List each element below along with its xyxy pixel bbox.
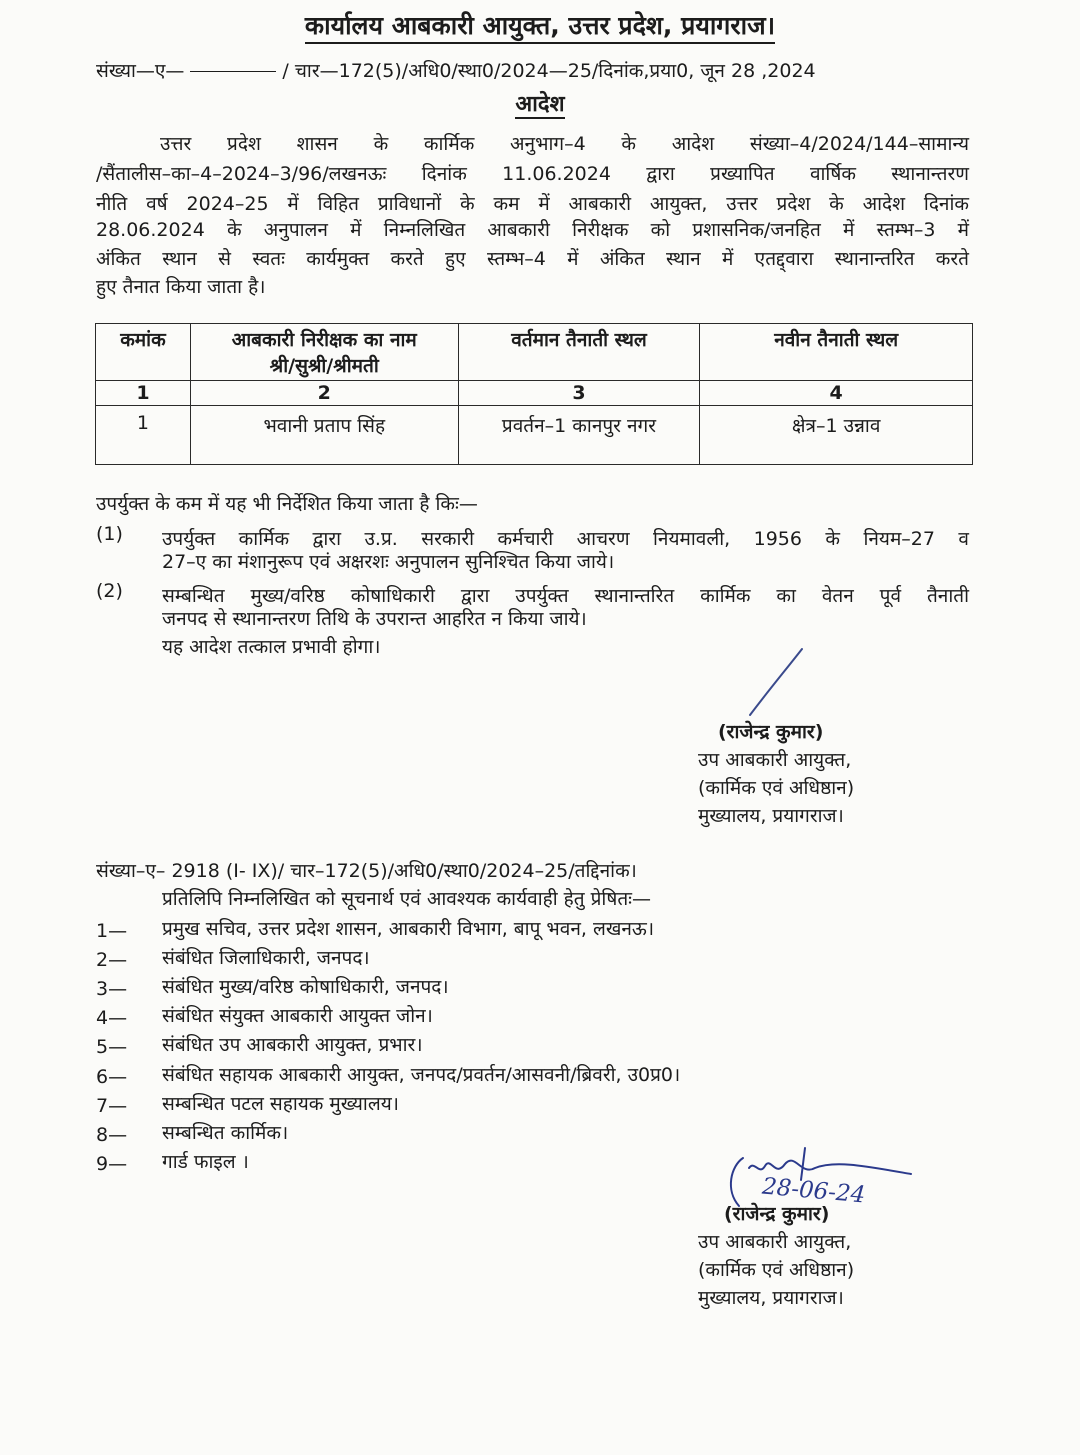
reference-line	[96, 62, 816, 81]
direction-text-line1: उपर्युक्त कार्मिक द्वारा उ.प्र. सरकारी कर्मचारी आचरण नियमावली, 1956 के नियम–27 व	[162, 528, 969, 550]
header-inspector-name	[190, 324, 458, 381]
copy-item-number: 8—	[96, 1124, 128, 1146]
cell-new-posting: क्षेत्र–1 उन्नाव	[700, 406, 973, 465]
header-new-posting: नवीन तैनाती स्थल	[700, 324, 973, 381]
paragraph-line: उत्तर प्रदेश शासन के कार्मिक अनुभाग–4 के आदेश संख्या–4/2024/144–सामान्य	[160, 133, 969, 155]
cell-inspector-name: भवानी प्रताप सिंह	[190, 406, 458, 465]
copy-item-number: 6—	[96, 1066, 128, 1088]
cell-current-posting: प्रवर्तन–1 कानपुर नगर	[458, 406, 700, 465]
copy-item-text: संबंधित सहायक आबकारी आयुक्त, जनपद/प्रवर्तन/आसवनी/ब्रिवरी, उ0प्र0।	[162, 1064, 681, 1086]
paragraph-line: हुए तैनात किया जाता है।	[96, 276, 266, 298]
copy-item-text: संबंधित जिलाधिकारी, जनपद।	[162, 947, 370, 969]
copy-item-number: 3—	[96, 978, 128, 1000]
order-effective-line: यह आदेश तत्काल प्रभावी होगा।	[162, 636, 381, 658]
copy-intro: प्रतिलिपि निम्नलिखित को सूचनार्थ एवं आवश्यक कार्यवाही हेतु प्रेषितः—	[162, 888, 652, 910]
signature-block-2	[698, 1200, 854, 1312]
signatory-office: मुख्यालय, प्रयागराज।	[698, 1287, 844, 1309]
copy-item-number: 7—	[96, 1095, 128, 1117]
column-number: 4	[700, 381, 973, 406]
header-inspector-name-line1: आबकारी निरीक्षक का नाम	[231, 329, 417, 351]
direction-text-line2: 27–ए का मंशानुरूप एवं अक्षरशः अनुपालन सुनिश्चित किया जाये।	[162, 551, 615, 573]
reference-prefix: संख्या—ए—	[96, 60, 185, 82]
paragraph-line: अंकित स्थान से स्वतः कार्यमुक्त करते हुए स्तम्भ–4 में अंकित स्थान में एतद्द्वारा स्थानान्तरित करते	[96, 248, 969, 270]
signatory-designation: उप आबकारी आयुक्त,	[698, 1231, 852, 1253]
column-number: 3	[458, 381, 700, 406]
copy-item-number: 4—	[96, 1007, 128, 1029]
direction-number: (1)	[96, 523, 123, 545]
table-column-number-row	[96, 381, 973, 406]
order-heading-text: आदेश	[515, 92, 565, 117]
signature-stroke	[738, 645, 808, 720]
column-number: 1	[96, 381, 191, 406]
signatory-department: (कार्मिक एवं अधिष्ठान)	[698, 777, 855, 799]
paragraph-line: नीति वर्ष 2024–25 में विहित प्राविधानों के कम में आबकारी आयुक्त, उत्तर प्रदेश के आदेश दिनांक	[96, 193, 969, 215]
signature-block-1	[698, 718, 854, 830]
transfer-table	[95, 323, 973, 465]
paragraph-line: 28.06.2024 के अनुपालन में निम्नलिखित आबकारी निरीक्षक को प्रशासनिक/जनहित में स्तम्भ–3 में	[96, 219, 969, 241]
office-title-text: कार्यालय आबकारी आयुक्त, उत्तर प्रदेश, प्रयागराज।	[305, 11, 775, 44]
copy-item-number: 9—	[96, 1153, 128, 1175]
signatory-department: (कार्मिक एवं अधिष्ठान)	[698, 1259, 855, 1281]
signatory-name: (राजेन्द्र कुमार)	[724, 1203, 830, 1225]
directions-intro: उपर्युक्त के कम में यह भी निर्देशित किया जाता है किः—	[96, 493, 478, 515]
direction-text-line1: सम्बन्धित मुख्य/वरिष्ठ कोषाधिकारी द्वारा उपर्युक्त स्थानान्तरित कार्मिक का वेतन पूर्व तैनाती	[162, 585, 969, 607]
copy-item-text: प्रमुख सचिव, उत्तर प्रदेश शासन, आबकारी विभाग, बापू भवन, लखनऊ।	[162, 918, 655, 940]
copy-item-text: सम्बन्धित कार्मिक।	[162, 1122, 289, 1144]
table-row	[96, 406, 973, 465]
signatory-office: मुख्यालय, प्रयागराज।	[698, 805, 844, 827]
copy-item-text: संबंधित मुख्य/वरिष्ठ कोषाधिकारी, जनपद।	[162, 976, 449, 998]
direction-text-line2: जनपद से स्थानान्तरण तिथि के उपरान्त आहरित न किया जाये।	[162, 608, 587, 630]
copy-item-number: 2—	[96, 949, 128, 971]
order-heading	[0, 88, 1080, 118]
copy-item-text: गार्ड फाइल ।	[162, 1151, 249, 1173]
reference-suffix: / चार—172(5)/अधि0/स्था0/2024—25/दिनांक,प्रया0, जून 28 ,2024	[282, 60, 816, 82]
copy-item-text: संबंधित संयुक्त आबकारी आयुक्त जोन।	[162, 1005, 433, 1027]
signatory-name: (राजेन्द्र कुमार)	[718, 721, 824, 743]
column-number: 2	[190, 381, 458, 406]
copy-item-number: 1—	[96, 920, 128, 942]
header-serial: कमांक	[96, 324, 191, 381]
handwritten-date: 28-06-24	[761, 1173, 867, 1209]
office-title	[0, 8, 1080, 42]
signatory-designation: उप आबकारी आयुक्त,	[698, 749, 852, 771]
copy-item-text: संबंधित उप आबकारी आयुक्त, प्रभार।	[162, 1034, 423, 1056]
table-header-row	[96, 324, 973, 381]
direction-number: (2)	[96, 580, 123, 602]
copy-reference-line: संख्या–ए– 2918 (I- IX)/ चार–172(5)/अधि0/स्था0/2024–25/तद्दिनांक।	[96, 860, 637, 882]
reference-blank	[190, 71, 276, 72]
header-current-posting: वर्तमान तैनाती स्थल	[458, 324, 700, 381]
copy-item-text: सम्बन्धित पटल सहायक मुख्यालय।	[162, 1093, 399, 1115]
cell-serial: 1	[96, 406, 191, 465]
header-inspector-name-line2: श्री/सुश्री/श्रीमती	[269, 355, 379, 377]
paragraph-line: /सैंतालीस–का–4–2024–3/96/लखनऊः दिनांक 11.06.2024 द्वारा प्रख्यापित वार्षिक स्थानान्तरण	[96, 163, 969, 185]
copy-item-number: 5—	[96, 1036, 128, 1058]
